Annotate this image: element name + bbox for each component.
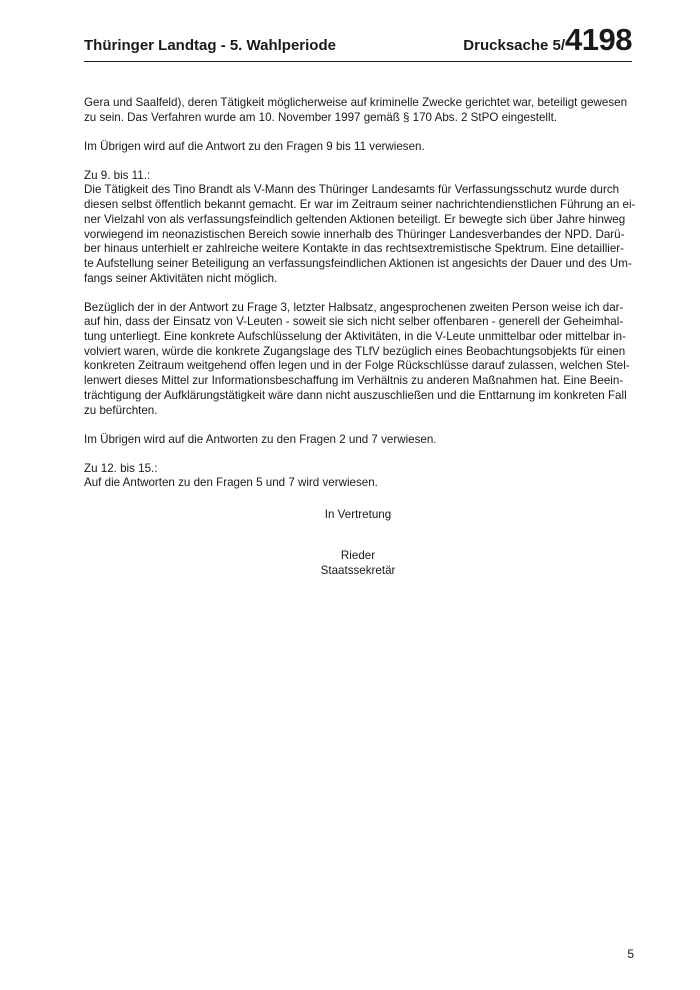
signature-block [84,548,632,578]
page-header [84,22,632,60]
text-line: ner Vielzahl von als verfassungsfeindlich geltenden Aktionen beteiligt. Er bewegte sich über Jahre hinweg [84,212,626,226]
text-line: tung unterliegt. Eine konkrete Aufschlüsselung der Aktivitäten, in die V-Leute unmittelbar oder mittelbar in- [84,330,626,344]
header-rule [84,61,632,62]
signatory-title: Staatssekretär [320,564,396,577]
paragraph-case-closure [84,96,636,125]
paragraph-reference-2-7 [84,433,636,448]
document-body [84,96,636,491]
text-line: Auf die Antworten zu den Fragen 5 und 7 wird verwiesen. [84,476,378,490]
text-line: Im Übrigen wird auf die Antwort zu den Fragen 9 bis 11 verwiesen. [84,139,425,153]
text-line: te Aufstellung seiner Beteiligung an verfassungsfeindlichen Aktionen ist angesichts der Dauer und des Um- [84,256,632,270]
text-line: Gera und Saalfeld), deren Tätigkeit möglicherweise auf kriminelle Zwecke gerichtet war, beteiligt gewesen [84,96,628,109]
section-heading: Zu 9. bis 11.: [84,168,151,182]
page-number: 5 [627,947,634,961]
text-line: Bezüglich der in der Antwort zu Frage 3, letzter Halbsatz, angesprochenen zweiten Person weise ich dar- [84,300,624,314]
text-line: ber hinaus unterhielt er zahlreiche weitere Kontakte in das rechtsextremistische Spektrum. Eine detaillier- [84,242,625,256]
text-line: Die Tätigkeit des Tino Brandt als V-Mann des Thüringer Landesamts für Verfassungsschutz wurde durch [84,183,620,197]
paragraph-second-person [84,301,636,419]
text-line: diesen selbst öffentlich bekannt gemacht. Er war im Zeitraum seiner nachrichtendienstlichen Führung an ei- [84,198,636,212]
text-line: fangs seiner Aktivitäten nicht möglich. [84,271,278,285]
text-line: lenwert dieses Mittel zur Informationsbeschaffung im Verhältnis zu anderen Maßnahmen hat. Eine Beein- [84,374,624,388]
paragraph-answer-9-11 [84,169,636,287]
text-line: zu befürchten. [84,403,158,417]
text-line: zu sein. Das Verfahren wurde am 10. November 1997 gemäß § 170 Abs. 2 StPO eingestellt. [84,110,558,124]
paragraph-reference-9-11 [84,140,636,155]
text-line: auf hin, dass der Einsatz von V-Leuten - soweit sie sich nicht selber offenbaren - generell der Geheimhal- [84,315,624,329]
section-heading: Zu 12. bis 15.: [84,461,158,475]
text-line: volviert waren, würde die konkrete Zugangslage des TLfV bezüglich eines Beobachtungsobjekts für einen [84,344,626,358]
document-number-label: Drucksache 5/ [463,37,566,54]
signatory-name: Rieder [340,549,376,562]
text-line: konkreten Zeitraum weitgehend offen legen und in der Folge Rückschlüsse darauf zulassen, welchen Stel- [84,359,630,373]
document-number-value: 4198 [565,22,632,57]
text-line: Im Übrigen wird auf die Antworten zu den Fragen 2 und 7 verwiesen. [84,432,437,446]
text-line: vorwiegend im neonazistischen Bereich sowie innerhalb des Thüringer Landesverbandes der NPD. Darü- [84,227,625,241]
signature-phrase: In Vertretung [324,508,392,521]
parliament-title: Thüringer Landtag - 5. Wahlperiode [84,37,336,54]
text-line: trächtigung der Aufklärungstätigkeit wäre dann nicht auszuschließen und die Enttarnung im konkreten Fall [84,388,627,402]
paragraph-answer-12-15 [84,462,636,491]
document-number [463,22,632,58]
